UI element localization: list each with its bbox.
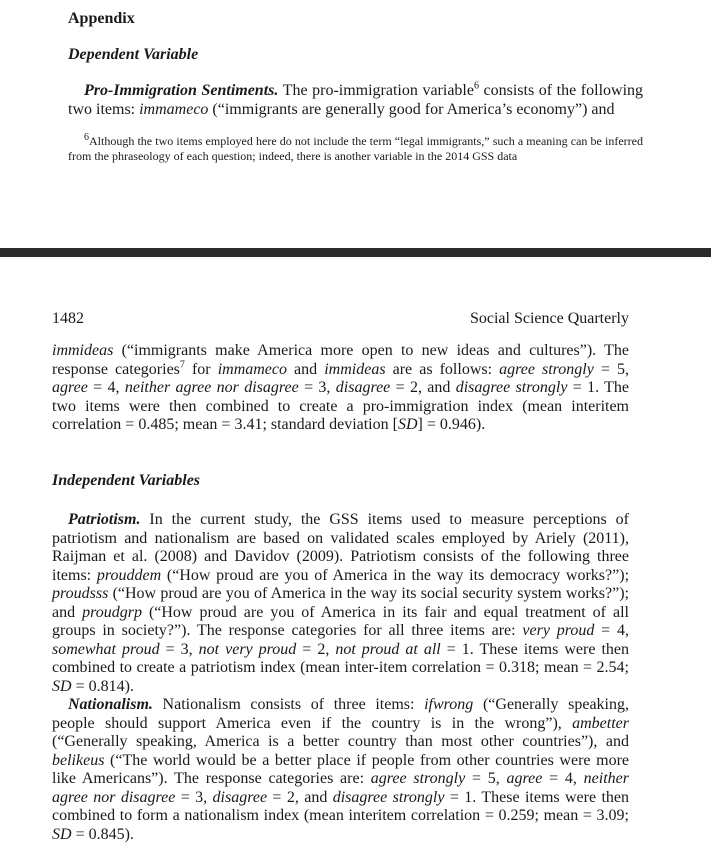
text: = 5, — [593, 360, 630, 378]
category: not proud at all — [335, 640, 441, 658]
text: The pro-immigration variable — [278, 82, 474, 99]
category: very proud — [522, 622, 595, 639]
text: (“immigrants make America more open to new ideas and cultures”). The response categories — [52, 342, 629, 378]
text: (“Generally speaking, people should support America even if the country is in the wrong”), — [52, 696, 629, 732]
text: for — [184, 360, 218, 378]
category: agree strongly — [499, 360, 594, 378]
text: = 3, — [175, 788, 213, 806]
text: (“immigrants are generally good for America’s economy”) and — [208, 100, 615, 118]
variable-name: prouddem — [96, 566, 162, 584]
text: (“How proud are you of America in the way its democracy works?”); — [161, 566, 630, 584]
sd-label: SD — [397, 416, 418, 433]
variable-name: ambetter — [572, 714, 629, 732]
nationalism-paragraph — [52, 696, 629, 844]
category: disagree strongly — [455, 379, 568, 396]
patriotism-runin: Patriotism. — [68, 511, 141, 528]
variable-name: proudgrp — [82, 603, 142, 621]
variable-name: immideas — [324, 360, 386, 378]
text: = 1. These items were then combined to form a nationalism index (mean interitem correlation = 0.259; mean = 3.09; — [52, 788, 630, 824]
text: In the current study, the GSS items used to measure perceptions of patriotism and nationalism are based on validated scales employed by Ariely (2011), Raijman et al. (2008) and Davidov (2009). Patriotism consists of the following three items: — [52, 511, 629, 584]
category: disagree strongly — [332, 788, 445, 806]
page-divider — [0, 248, 711, 257]
category: disagree — [212, 788, 268, 806]
text: and — [287, 360, 325, 378]
footnote-6 — [68, 134, 643, 163]
sd-label: SD — [52, 825, 72, 843]
variable-name: immameco — [217, 360, 287, 378]
nationalism-runin: Nationalism. — [68, 696, 153, 713]
pro-immigration-runin: Pro-Immigration Sentiments. — [84, 82, 279, 99]
category: somewhat proud — [52, 640, 160, 658]
category: not very proud — [198, 640, 297, 658]
text: (“How proud are you of America in the way its social security system works?”); and — [52, 585, 629, 621]
category: neither agree nor disagree — [124, 379, 299, 396]
category: agree — [506, 770, 543, 787]
continuation-paragraph — [52, 342, 629, 435]
footnote-ref: 6 — [473, 80, 479, 92]
footnote-text: Although the two items employed here do not include the term “legal immigrants,” such a meaning can be inferred from the phraseology of each question; indeed, there is another variable in the 2014 GSS data — [68, 134, 643, 163]
independent-variables-heading: Independent Variables — [52, 472, 201, 489]
patriotism-paragraph — [52, 511, 629, 696]
text: = 4, — [542, 770, 584, 787]
text: (“The world would be a better place if people from other countries were more like Americans”). The response categories are: — [52, 751, 629, 787]
footnote-mark: 6 — [84, 132, 89, 143]
sd-label: SD — [52, 677, 72, 695]
footnote-ref: 7 — [179, 359, 185, 371]
variable-name: ifwrong — [424, 696, 474, 713]
text: = 1. These items were then combined to create a patriotism index (mean inter-item correlation = 0.318; mean = 2.54; — [52, 640, 629, 676]
variable-name: proudsss — [52, 585, 109, 602]
page-number: 1482 — [52, 310, 84, 327]
category: disagree — [335, 379, 391, 396]
text: = 5, — [465, 770, 507, 787]
category: agree strongly — [370, 770, 466, 787]
text: = 2, and — [390, 379, 456, 396]
pro-immigration-paragraph — [68, 82, 643, 119]
text: = 0.845). — [71, 825, 134, 843]
text: ] = 0.946). — [417, 416, 486, 433]
variable-name: belikeus — [52, 751, 105, 769]
text: = 4, — [87, 379, 125, 396]
text: (“How proud are you of America in its fair and equal treatment of all groups in society?”). The response categories for all three items are: — [52, 603, 629, 639]
text: are as follows: — [385, 360, 500, 378]
text: Nationalism consists of three items: — [152, 696, 425, 713]
category: neither agree nor disagree — [52, 770, 629, 806]
text: = 1. The two items were then combined to create a pro-immigration index (mean interitem correlation = 0.485; mean = 3.41; standard deviation [ — [52, 379, 630, 433]
dependent-variable-heading: Dependent Variable — [68, 46, 199, 63]
journal-name: Social Science Quarterly — [469, 310, 629, 327]
text: = 2, and — [267, 788, 333, 806]
variable-name: immideas — [52, 342, 114, 359]
text: = 3, — [159, 640, 199, 658]
category: agree — [52, 379, 88, 396]
appendix-heading: Appendix — [68, 10, 135, 27]
text: (“Generally speaking, America is a better country than most other countries”), and — [52, 733, 629, 750]
text: = 4, — [594, 622, 629, 639]
text: = 0.814). — [71, 677, 134, 695]
text: = 2, — [296, 640, 336, 658]
variable-name: immameco — [139, 100, 209, 118]
text: consists of the following two items: — [68, 82, 644, 118]
text: = 3, — [298, 379, 336, 396]
